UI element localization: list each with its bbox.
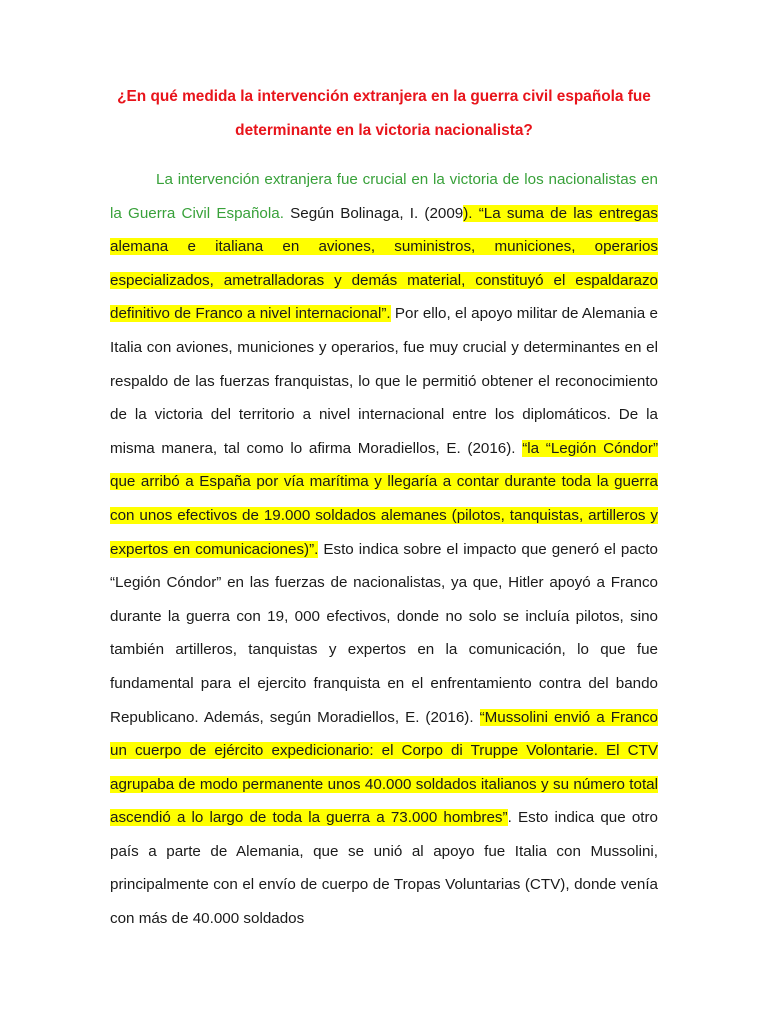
highlighted-quote: ). “La suma de las entregas alemana e italiana en aviones, suministros, municiones, operarios especializados, ametralladoras y demás material, constituyó el espaldarazo definitivo de Franco a nivel internacional”. (110, 204, 658, 323)
analysis-text: Esto indica sobre el impacto que generó el pacto “Legión Cóndor” en las fuerzas de nacionalistas, ya que, Hitler apoyó a Franco durante la guerra con 19, 000 efectivos, donde no solo se incluía pilotos, sino también artilleros, tanquistas y expertos en la comunicación, lo que fue fundamental para el ejercito franquista en el enfrentamiento contra del bando Republicano. Además, según Moradiellos, E. (2016). (110, 540, 658, 726)
citation-intro: Según Bolinaga, I. (2009 (283, 204, 464, 222)
body-paragraph (110, 163, 658, 936)
document-title: ¿En qué medida la intervención extranjera en la guerra civil española fue determinante en la victoria nacionalista? (117, 88, 651, 139)
analysis-text: . Esto indica que otro país a parte de Alemania, que se unió al apoyo fue Italia con Mussolini, principalmente con el envío de cuerpo de Tropas Voluntarias (CTV), donde venía con más de 40.000 soldados (110, 809, 659, 928)
highlighted-quote: “la “Legión Cóndor” que arribó a España por vía marítima y llegaría a contar durante toda la guerra con unos efectivos de 19.000 soldados alemanes (pilotos, tanquistas, artilleros y expertos en comunicaciones)”. (110, 439, 658, 558)
thesis-sentence: La intervención extranjera fue crucial en la victoria de los nacionalistas en la Guerra Civil Española. (110, 171, 658, 222)
highlighted-quote: “Mussolini envió a Franco un cuerpo de ejército expedicionario: el Corpo di Truppe Volontarie. El CTV agrupaba de modo permanente unos 40.000 soldados italianos y su número total ascendió a lo largo de toda la guerra a 73.000 hombres” (110, 708, 659, 827)
document-page (110, 80, 658, 936)
analysis-text: Por ello, el apoyo militar de Alemania e Italia con aviones, municiones y operarios, fue muy crucial y determinantes en el respaldo de las fuerzas franquistas, lo que le permitió obtener el reconocimiento de la victoria del territorio a nivel internacional entre los diplomáticos. De la misma manera, tal como lo afirma Moradiellos, E. (2016). (110, 305, 658, 457)
